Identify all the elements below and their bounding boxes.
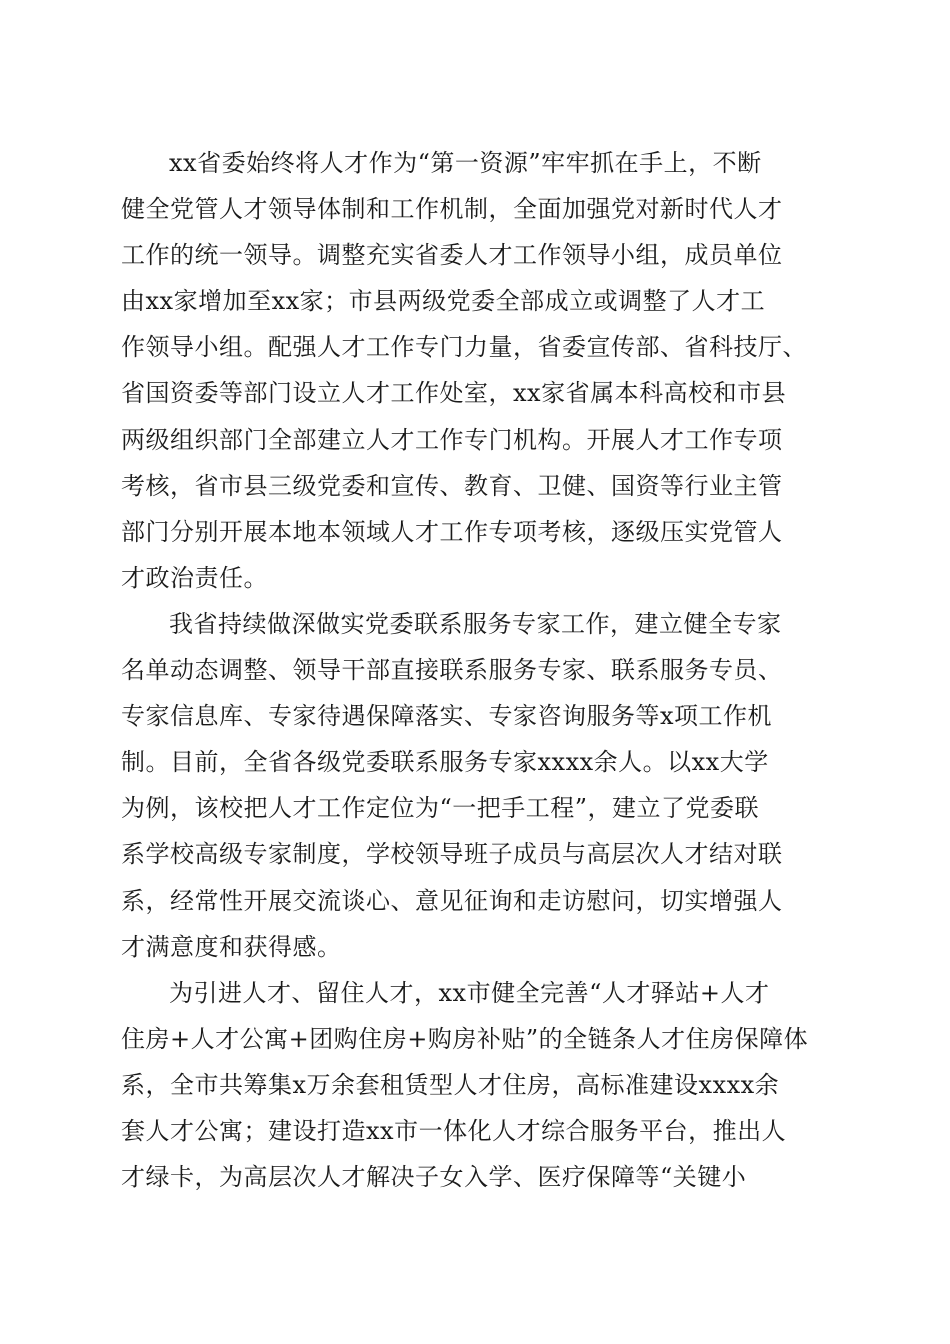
text-line: 为引进人才、留住人才，xx市健全完善“人才驿站+人才 xyxy=(169,978,770,1007)
text-line: 才满意度和获得感。 xyxy=(121,932,342,961)
paragraph-talent-leadership xyxy=(121,140,841,601)
text-line: 才政治责任。 xyxy=(121,563,268,592)
paragraph-talent-housing xyxy=(121,970,841,1200)
text-line: 制。目前，全省各级党委联系服务专家xxxx余人。以xx大学 xyxy=(121,748,769,777)
text-line: 系学校高级专家制度，学校领导班子成员与高层次人才结对联 xyxy=(121,840,783,869)
text-line: 省国资委等部门设立人才工作处室，xx家省属本科高校和市县 xyxy=(121,379,787,408)
document-body xyxy=(121,140,841,1200)
text-line: 套人才公寓；建设打造xx市一体化人才综合服务平台，推出人 xyxy=(121,1116,787,1145)
text-line: 考核，省市县三级党委和宣传、教育、卫健、国资等行业主管 xyxy=(121,471,783,500)
text-line: 专家信息库、专家待遇保障落实、专家咨询服务等x项工作机 xyxy=(121,702,773,731)
text-line: 健全党管人才领导体制和工作机制，全面加强党对新时代人才 xyxy=(121,195,783,224)
text-line: 作领导小组。配强人才工作专门力量，省委宣传部、省科技厅、 xyxy=(121,333,807,362)
text-line: 部门分别开展本地本领域人才工作专项考核，逐级压实党管人 xyxy=(121,517,783,546)
text-line: 住房+人才公寓+团购住房+购房补贴”的全链条人才住房保障体 xyxy=(121,1024,809,1053)
text-line: 系，经常性开展交流谈心、意见征询和走访慰问，切实增强人 xyxy=(121,886,783,915)
text-line: 我省持续做深做实党委联系服务专家工作，建立健全专家 xyxy=(169,609,782,638)
text-line: 才绿卡，为高层次人才解决子女入学、医疗保障等“关键小 xyxy=(121,1163,747,1192)
text-line: 名单动态调整、领导干部直接联系服务专家、联系服务专员、 xyxy=(121,656,783,685)
text-line: 系，全市共筹集x万余套租赁型人才住房，高标准建设xxxx余 xyxy=(121,1070,780,1099)
text-line: 工作的统一领导。调整充实省委人才工作领导小组，成员单位 xyxy=(121,241,783,270)
text-line: 由xx家增加至xx家；市县两级党委全部成立或调整了人才工 xyxy=(121,287,766,316)
text-line: xx省委始终将人才作为“第一资源”牢牢抓在手上，不断 xyxy=(169,149,762,177)
text-line: 为例，该校把人才工作定位为“一把手工程”，建立了党委联 xyxy=(121,794,760,823)
paragraph-expert-service xyxy=(121,601,841,970)
text-line: 两级组织部门全部建立人才工作专门机构。开展人才工作专项 xyxy=(121,425,783,454)
